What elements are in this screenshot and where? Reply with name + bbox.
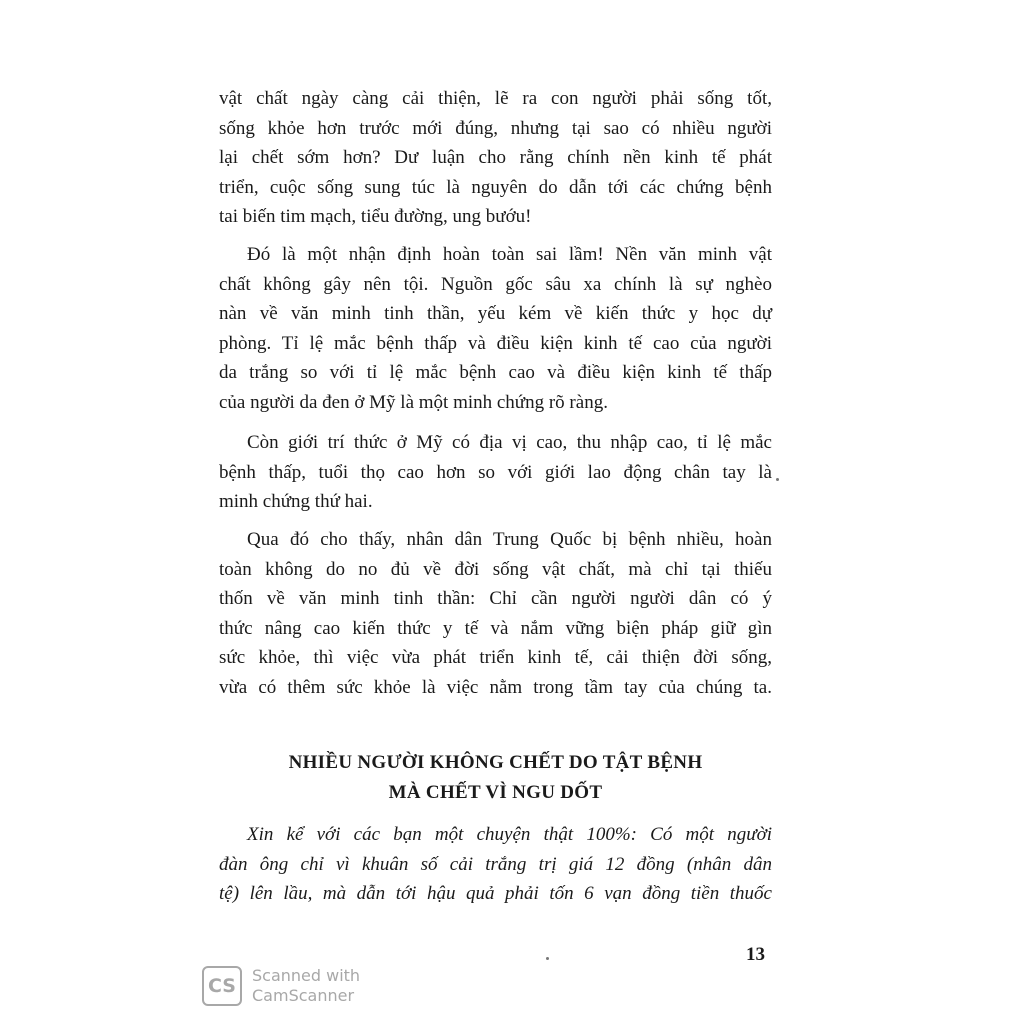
text-line: Đó là một nhận định hoàn toàn sai lầm! Nền văn minh vật [247, 244, 772, 265]
text-line: của người da đen ở Mỹ là một minh chứng rõ ràng. [219, 391, 608, 413]
watermark-text [252, 966, 360, 1006]
text-line: nàn về văn minh tinh thần, yếu kém về kiến thức y học dự [219, 303, 772, 325]
scan-speck [776, 478, 779, 481]
text-line: phòng. Tỉ lệ mắc bệnh thấp và điều kiện kinh tế cao của người [219, 332, 772, 354]
text-line: thức nâng cao kiến thức y tế và nắm vững biện pháp giữ gìn [219, 617, 772, 639]
italic-paragraph [219, 820, 772, 909]
watermark-line: Scanned with [252, 966, 361, 985]
text-line: sức khỏe, thì việc vừa phát triển kinh tế, cải thiện đời sống, [219, 647, 772, 669]
text-line: Xin kể với các bạn một chuyện thật 100%: Có một người [247, 824, 772, 845]
text-line: vật chất ngày càng cải thiện, lẽ ra con người phải sống tốt, [219, 88, 772, 109]
paragraph-4 [219, 525, 772, 703]
text-line: thốn về văn minh tinh thần: Chỉ cần người người dân có ý [219, 588, 772, 610]
text-line: tai biến tim mạch, tiểu đường, ung bướu! [219, 206, 532, 228]
text-line: chất không gây nên tội. Nguồn gốc sâu xa chính là sự nghèo [219, 273, 772, 295]
text-line: vừa có thêm sức khỏe là việc nằm trong tầm tay của chúng ta. [219, 676, 772, 698]
paragraph-3 [219, 428, 772, 517]
text-line: triển, cuộc sống sung túc là nguyên do dẫn tới các chứng bệnh [219, 176, 772, 198]
section-heading-line: NHIỀU NGƯỜI KHÔNG CHẾT DO TẬT BỆNH [288, 752, 703, 773]
text-line: sống khỏe hơn trước mới đúng, nhưng tại sao có nhiều người [219, 117, 772, 139]
text-line: minh chứng thứ hai. [219, 491, 373, 513]
camscanner-logo-icon: CS [202, 966, 242, 1006]
camscanner-watermark [202, 966, 360, 1006]
text-line: da trắng so với tỉ lệ mắc bệnh cao và điều kiện kinh tế thấp [219, 362, 772, 384]
watermark-line: CamScanner [252, 986, 355, 1005]
scan-speck [546, 957, 549, 960]
text-line: toàn không do no đủ về đời sống vật chất, mà chỉ tại thiếu [219, 558, 772, 580]
text-line: Còn giới trí thức ở Mỹ có địa vị cao, thu nhập cao, tỉ lệ mắc [247, 432, 772, 453]
paragraph-1 [219, 84, 772, 232]
paragraph-2 [219, 240, 772, 418]
text-line: tệ) lên lầu, mà dẫn tới hậu quả phải tốn 6 vạn đồng tiền thuốc [219, 883, 772, 905]
text-line: đàn ông chỉ vì khuân số cải trắng trị giá 12 đồng (nhân dân [219, 853, 772, 875]
section-heading [219, 748, 772, 807]
section-heading-line: MÀ CHẾT VÌ NGU DỐT [388, 781, 603, 803]
text-line: bệnh thấp, tuổi thọ cao hơn so với giới lao động chân tay là [219, 461, 772, 483]
text-line: lại chết sớm hơn? Dư luận cho rằng chính nền kinh tế phát [219, 147, 772, 169]
text-line: Qua đó cho thấy, nhân dân Trung Quốc bị bệnh nhiều, hoàn [247, 529, 772, 550]
page-number: 13 [746, 944, 765, 965]
